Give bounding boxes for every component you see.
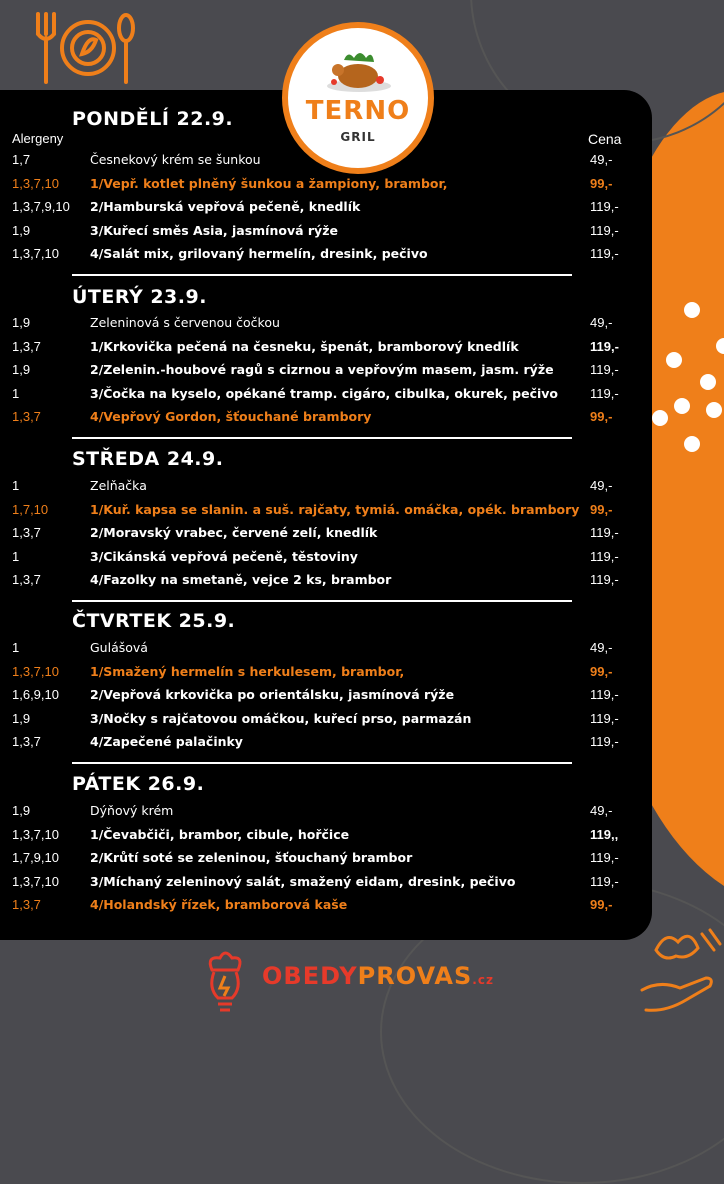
footer-brand-tld: .cz (472, 973, 494, 987)
dish-name: 4/Zapečené palačinky (90, 734, 243, 749)
decor-dot (674, 398, 690, 414)
section-divider (72, 600, 572, 602)
allergens: 1,3,7,10 (12, 246, 59, 261)
dish-name: 3/Čočka na kyselo, opékané tramp. cigáro, cibulka, okurek, pečivo (90, 385, 559, 401)
soup-row (0, 803, 640, 823)
dish-row (0, 362, 640, 382)
dish-price: 119,- (590, 850, 619, 865)
decor-dot (684, 302, 700, 318)
dish-name: 1/Krkovička pečená na česneku, špenát, bramborový knedlík (90, 338, 519, 354)
dish-row (0, 874, 640, 894)
decor-dot (652, 410, 668, 426)
dish-price: 119,- (590, 362, 619, 377)
dish-price: 119,- (590, 873, 619, 889)
dish-row (0, 572, 640, 592)
allergens: 1,3,7,10 (12, 826, 59, 842)
dish-name: 3/Cikánská vepřová pečeně, těstoviny (90, 548, 358, 564)
allergens: 1,9 (12, 362, 31, 377)
allergens: 1,3,7 (12, 897, 41, 912)
dish-price: 49,- (590, 152, 613, 167)
allergens: 1,3,7 (12, 338, 41, 354)
brand-name: TERNO (305, 96, 411, 126)
dish-name: 2/Moravský vrabec, červené zelí, knedlík (90, 525, 378, 540)
allergens: 1,7,9,10 (12, 850, 59, 865)
dish-row (0, 199, 640, 219)
dish-row (0, 827, 640, 847)
dish-price: 119,- (590, 548, 619, 564)
dish-name: 2/Vepřová krkovička po orientálsku, jasmínová rýže (90, 687, 455, 702)
allergens: 1,3,7,10 (12, 175, 59, 191)
allergens: 1,3,7 (12, 409, 41, 424)
day-title: STŘEDA 24.9. (72, 448, 224, 470)
allergens: 1 (12, 385, 20, 401)
brand-subtitle: GRIL (340, 130, 376, 144)
dish-price: 99,- (590, 409, 613, 424)
soup-row (0, 640, 640, 660)
dish-name: Zelňačka (90, 478, 147, 493)
section-divider (72, 437, 572, 439)
dish-name: 4/Vepřový Gordon, šťouchané brambory (90, 409, 372, 424)
dish-price: 119,- (590, 734, 619, 749)
dish-price: 119,- (590, 687, 619, 702)
dish-name: 1/Vepř. kotlet plněný šunkou a žampiony, brambor, (90, 175, 448, 191)
dish-name: 3/Nočky s rajčatovou omáčkou, kuřecí prso, parmazán (90, 710, 472, 726)
section-divider (72, 274, 572, 276)
dish-name: 4/Salát mix, grilovaný hermelín, dresink, pečivo (90, 246, 428, 261)
dish-price: 119,- (590, 222, 619, 238)
price-header: Cena (588, 131, 622, 147)
dish-name: 1/Kuř. kapsa se slanin. a suš. rajčaty, tymiá. omáčka, opék. brambory (90, 501, 580, 517)
soup-row (0, 315, 640, 335)
plate-fork-spoon-icon (30, 6, 140, 86)
dish-row (0, 223, 640, 243)
allergens: 1,3,7 (12, 734, 41, 749)
dish-row (0, 549, 640, 569)
allergens: 1 (12, 548, 20, 564)
allergens: 1 (12, 640, 20, 655)
dish-name: 2/Zelenin.-houbové ragů s cizrnou a vepřovým masem, jasm. rýže (90, 362, 554, 377)
dish-name: Gulášová (90, 640, 148, 655)
dish-price: 119,- (590, 246, 619, 261)
allergens: 1,6,9,10 (12, 687, 59, 702)
dish-name: 3/Kuřecí směs Asia, jasmínová rýže (90, 222, 338, 238)
dish-price: 99,- (590, 175, 613, 191)
dish-name: 1/Smažený hermelín s herkulesem, brambor, (90, 663, 405, 679)
dish-name: 4/Holandský řízek, bramborová kaše (90, 897, 348, 912)
day-title: PÁTEK 26.9. (72, 773, 205, 795)
dish-row (0, 687, 640, 707)
allergens: 1,9 (12, 710, 31, 726)
dish-price: 49,- (590, 803, 613, 818)
dish-price: 119,- (590, 199, 619, 214)
dish-price: 119,- (590, 525, 619, 540)
footer-brand-part2: PROVAS (357, 962, 473, 990)
dish-price: 119,, (590, 826, 619, 842)
dish-price: 99,- (590, 663, 613, 679)
allergens: 1,7 (12, 152, 31, 167)
decor-dot (666, 352, 682, 368)
allergens: 1,3,7,10 (12, 663, 59, 679)
footer-brand (262, 962, 494, 990)
dish-price: 119,- (590, 572, 619, 587)
dish-row (0, 734, 640, 754)
dish-row (0, 409, 640, 429)
allergens: 1,7,10 (12, 501, 49, 517)
allergens: 1,9 (12, 315, 31, 330)
dish-name: 4/Fazolky na smetaně, vejce 2 ks, brambor (90, 572, 392, 587)
dish-name: Zeleninová s červenou čočkou (90, 315, 280, 330)
chef-hand-icon (636, 920, 724, 1020)
day-title: ČTVRTEK 25.9. (72, 610, 236, 632)
dish-price: 99,- (590, 501, 613, 517)
allergens: 1,9 (12, 222, 31, 238)
allergens: 1,9 (12, 803, 31, 818)
dish-price: 119,- (590, 385, 619, 401)
dish-row (0, 897, 640, 917)
dish-row (0, 502, 640, 522)
dish-row (0, 386, 640, 406)
dish-row (0, 664, 640, 684)
dish-name: 2/Krůtí soté se zeleninou, šťouchaný brambor (90, 850, 413, 865)
day-title: PONDĚLÍ 22.9. (72, 108, 234, 130)
dish-price: 119,- (590, 338, 619, 354)
decor-dot (700, 374, 716, 390)
allergens: 1,3,7,9,10 (12, 199, 70, 214)
dish-price: 49,- (590, 640, 613, 655)
dish-row (0, 339, 640, 359)
dish-name: 1/Čevabčiči, brambor, cibule, hořčice (90, 826, 350, 842)
decor-dot (706, 402, 722, 418)
allergens-header: Alergeny (12, 131, 64, 146)
dish-name: 3/Míchaný zeleninový salát, smažený eidam, dresink, pečivo (90, 873, 516, 889)
allergens: 1,3,7 (12, 525, 41, 540)
dish-name: Česnekový krém se šunkou (90, 152, 261, 167)
footer-brand-part1: OBEDY (262, 962, 358, 990)
dish-price: 49,- (590, 478, 613, 493)
dish-row (0, 176, 640, 196)
dish-name: 2/Hamburská vepřová pečeně, knedlík (90, 199, 361, 214)
allergens: 1,3,7 (12, 572, 41, 587)
roast-chicken-icon (324, 46, 394, 94)
allergens: 1 (12, 478, 20, 493)
allergens: 1,3,7,10 (12, 873, 59, 889)
decor-dot (684, 436, 700, 452)
chef-bulb-icon (200, 948, 250, 1018)
soup-row (0, 478, 640, 498)
section-divider (72, 762, 572, 764)
dish-name: Dýňový krém (90, 803, 174, 818)
terno-gril-logo (282, 22, 434, 174)
dish-price: 49,- (590, 315, 613, 330)
dish-price: 119,- (590, 710, 619, 726)
day-title: ÚTERÝ 23.9. (72, 286, 207, 308)
dish-price: 99,- (590, 897, 613, 912)
dish-row (0, 525, 640, 545)
dish-row (0, 850, 640, 870)
dish-row (0, 246, 640, 266)
dish-row (0, 711, 640, 731)
